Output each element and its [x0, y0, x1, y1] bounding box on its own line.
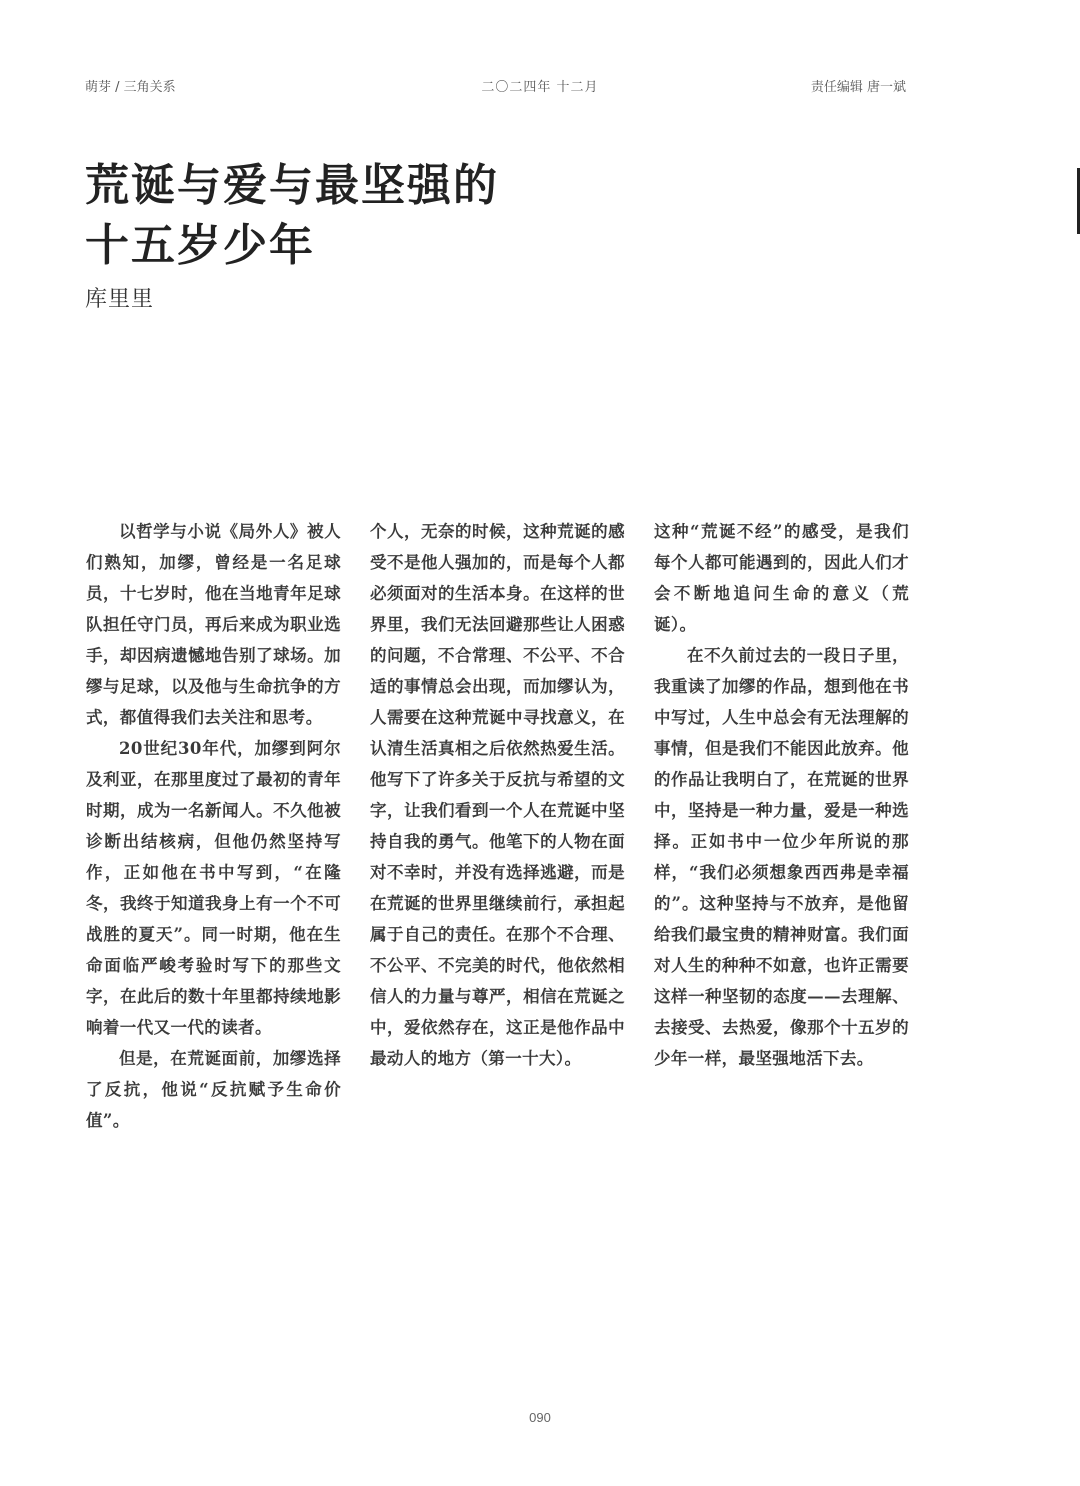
body-column-3 [654, 516, 909, 1074]
header-column-name: 萌芽 / 三角关系 [85, 80, 176, 95]
paragraph: 但是，在荒诞面前，加缪选择了反抗，他说“反抗赋予生命价值”。 [86, 1049, 341, 1130]
article-title [85, 156, 499, 276]
header-editor: 责任编辑 唐一斌 [810, 80, 906, 95]
body-column-1 [86, 516, 341, 1136]
paragraph: 在不久前过去的一段日子里，我重读了加缪的作品，想到他在书中写过，人生中总会有无法理解的事情，但是我们不能因此放弃。他的作品让我明白了，在荒诞的世界中，坚持是一种力量，爱是一种选择。正如书中一位少年所说的那样，“我们必须想象西西弗是幸福的”。这种坚持与不放弃，是他留给我们最宝贵的精神财富。我们面对人生的种种不如意，也许正需要这样一种坚韧的态度——去理解、去接受、去热爱，像那个十五岁的少年一样，最坚强地活下去。 [654, 646, 909, 1068]
paragraph: 个人，无奈的时候，这种荒诞的感受不是他人强加的，而是每个人都必须面对的生活本身。在这样的世界里，我们无法回避那些让人困惑的问题，不合常理、不公平、不合适的事情总会出现，而加缪认为，人需要在这种荒诞中寻找意义，在认清生活真相之后依然热爱生活。他写下了许多关于反抗与希望的文字，让我们看到一个人在荒诞中坚持自我的勇气。他笔下的人物在面对不幸时，并没有选择逃避，而是在荒诞的世界里继续前行，承担起属于自己的责任。在那个不合理、不公平、不完美的时代，他依然相信人的力量与尊严，相信在荒诞之中，爱依然存在，这正是他作品中最动人的地方（第一十大）。 [370, 522, 625, 1068]
running-header [0, 76, 1080, 96]
paragraph: 以哲学与小说《局外人》被人们熟知，加缪，曾经是一名足球员，十七岁时，他在当地青年足球队担任守门员，再后来成为职业选手，却因病遗憾地告别了球场。加缪与足球，以及他与生命抗争的方式，都值得我们去关注和思考。 [86, 522, 341, 727]
article-author: 库里里 [85, 287, 155, 312]
title-line-2: 十五岁少年 [85, 220, 315, 271]
page-number: 090 [529, 1410, 551, 1425]
paragraph: 20世纪30年代，加缪到阿尔及利亚，在那里度过了最初的青年时期，成为一名新闻人。不久他被诊断出结核病，但他仍然坚持写作，正如他在书中写到，“在隆冬，我终于知道我身上有一个不可战胜的夏天”。同一时期，他在生命面临严峻考验时写下的那些文字，在此后的数十年里都持续地影响着一代又一代的读者。 [86, 739, 341, 1037]
paragraph: 这种“荒诞不经”的感受，是我们每个人都可能遇到的，因此人们才会不断地追问生命的意义（荒诞）。 [654, 522, 909, 634]
body-column-2 [370, 516, 625, 1074]
header-issue-date: 二〇二四年 十二月 [481, 80, 599, 95]
title-line-1: 荒诞与爱与最坚强的 [85, 160, 499, 211]
